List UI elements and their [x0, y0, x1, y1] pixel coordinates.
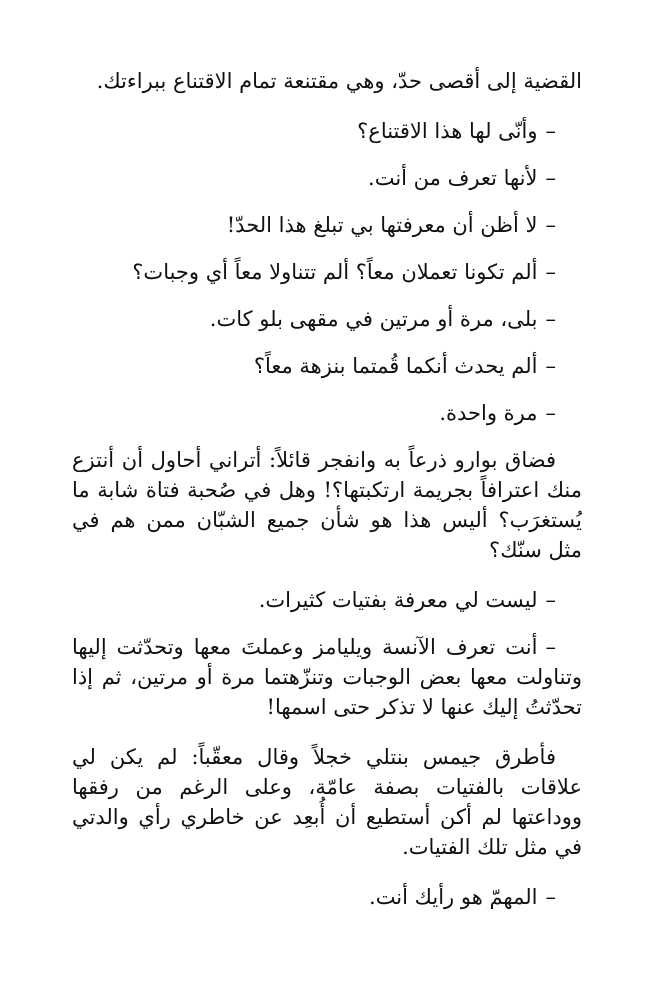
dialogue-line-7 — [72, 398, 582, 428]
dialogue-line-9-text: أنت تعرف الآنسة ويليامز وعملتَ معها وتحدّثت إليها وتناولت معها بعض الوجبات وتنزّهتما مرة أو مرتين، ثم إذا تحدّثتُ إليك عنها لا تذكر حتى اسمها! — [72, 635, 582, 719]
dialogue-line-4 — [72, 257, 582, 287]
dialogue-line-3 — [72, 210, 582, 240]
paragraph-2 — [72, 445, 582, 565]
book-page — [72, 66, 582, 929]
dialogue-line-10 — [72, 882, 582, 912]
paragraph-3-text: فأطرق جيمس بنتلي خجلاً وقال معقّباً: لم يكن لي علاقات بالفتيات بصفة عامّة، وعلى الرغم من رفقها ووداعتها لم أكن أستطيع أن أُبعِد عن خاطري رأي والدتي في مثل تلك الفتيات. — [72, 745, 582, 859]
dialogue-line-2 — [72, 163, 582, 193]
dialogue-line-6-text: ألم يحدث أنكما قُمتما بنزهة معاً؟ — [253, 354, 538, 378]
dialogue-dash: – — [545, 307, 556, 331]
dialogue-line-2-text: لأنها تعرف من أنت. — [368, 166, 538, 190]
dialogue-dash: – — [545, 635, 556, 659]
dialogue-dash: – — [545, 260, 556, 284]
dialogue-line-8-text: ليست لي معرفة بفتيات كثيرات. — [258, 588, 538, 612]
dialogue-dash: – — [545, 213, 556, 237]
dialogue-line-4-text: ألم تكونا تعملان معاً؟ ألم تتناولا معاً أي وجبات؟ — [132, 260, 538, 284]
dialogue-line-10-text: المهمّ هو رأيك أنت. — [369, 885, 538, 909]
paragraph-2-text: فضاق بوارو ذرعاً به وانفجر قائلاً: أتراني أحاول أن أنتزع منك اعترافاً بجريمة ارتكبتها؟! وهل في صُحبة فتاة شابة ما يُستغرَب؟ أليس هذا هو شأن جميع الشبّان ممن هم في مثل سنّك؟ — [72, 448, 582, 562]
dialogue-line-6 — [72, 351, 582, 381]
dialogue-line-7-text: مرة واحدة. — [439, 401, 538, 425]
dialogue-dash: – — [545, 588, 556, 612]
dialogue-dash: – — [545, 885, 556, 909]
dialogue-dash: – — [545, 401, 556, 425]
dialogue-dash: – — [545, 119, 556, 143]
dialogue-line-8 — [72, 585, 582, 615]
dialogue-line-1-text: وأنّى لها هذا الاقتناع؟ — [357, 119, 538, 143]
dialogue-line-5-text: بلى، مرة أو مرتين في مقهى بلو كات. — [209, 307, 538, 331]
dialogue-dash: – — [545, 166, 556, 190]
paragraph-1-text: القضية إلى أقصى حدّ، وهي مقتنعة تمام الاقتناع ببراءتك. — [96, 69, 582, 93]
dialogue-dash: – — [545, 354, 556, 378]
paragraph-3 — [72, 742, 582, 862]
dialogue-line-3-text: لا أظن أن معرفتها بي تبلغ هذا الحدّ! — [226, 213, 538, 237]
paragraph-1 — [72, 66, 582, 96]
dialogue-line-5 — [72, 304, 582, 334]
dialogue-line-1 — [72, 116, 582, 146]
dialogue-line-9 — [72, 632, 582, 722]
